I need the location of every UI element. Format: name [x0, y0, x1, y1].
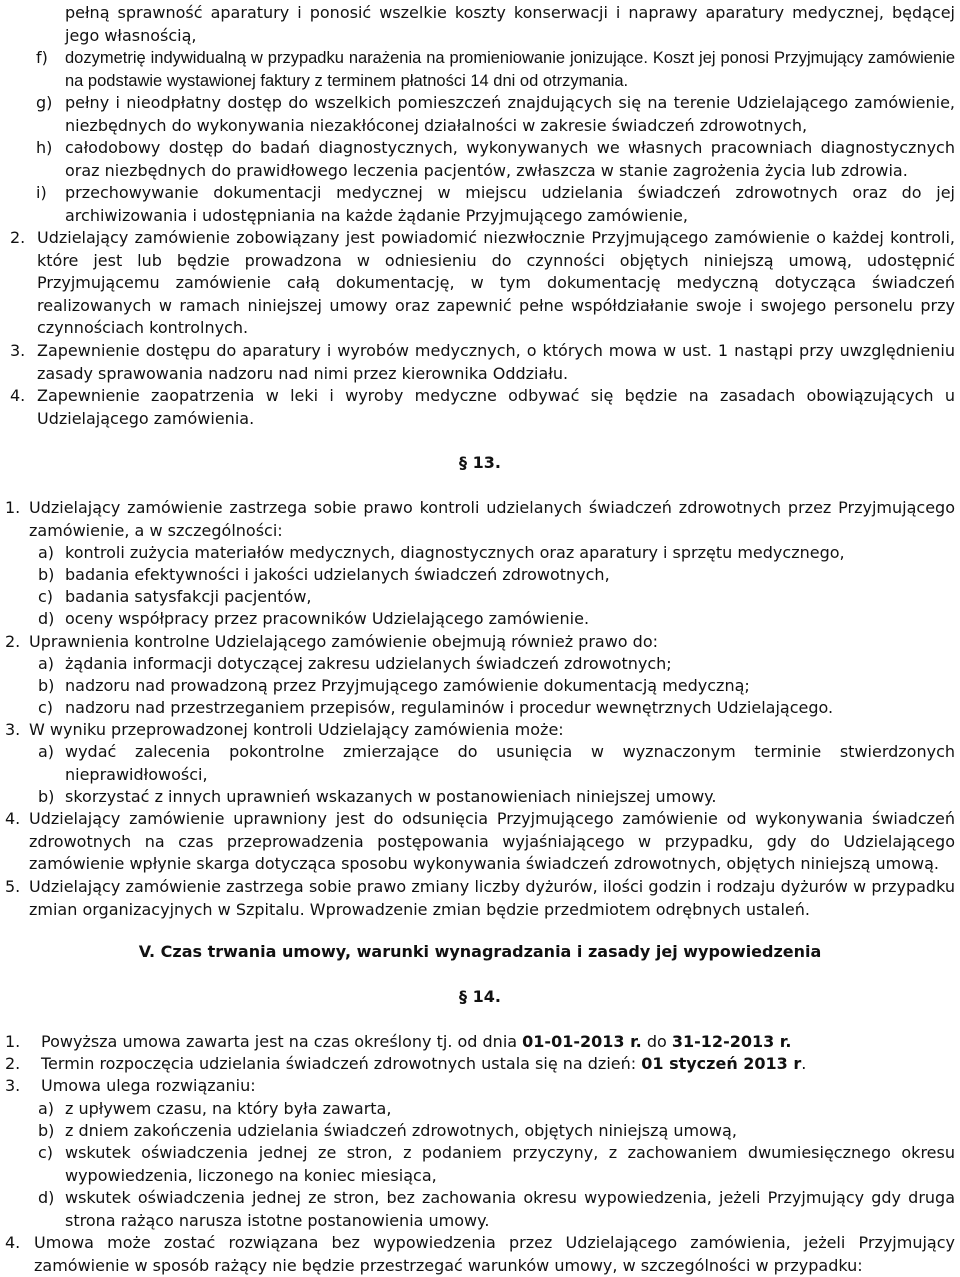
commencement-date: 01 styczeń 2013 r [641, 1054, 802, 1073]
list-item-text: z dniem zakończenia udzielania świadczeń zdrowotnych, objętych niniejszą umową, [65, 1121, 737, 1140]
list-item-label: 5. [5, 877, 21, 896]
list-item-i [36, 182, 955, 227]
list-item-label: i) [36, 183, 47, 202]
s14-item-1 [5, 1031, 955, 1054]
list-item-text: żądania informacji dotyczącej zakresu udzielanych świadczeń zdrowotnych; [65, 654, 672, 673]
s13-item-1a [38, 542, 955, 565]
list-item-text: skorzystać z innych uprawnień wskazanych w postanowieniach niniejszej umowy. [65, 787, 717, 806]
list-item-label: a) [38, 1099, 55, 1118]
list-item-label: h) [36, 138, 53, 157]
list-item-label: a) [38, 543, 55, 562]
list-item-text: oceny współpracy przez pracowników Udzielającego zamówienie. [65, 609, 590, 628]
s13-item-2c [38, 697, 955, 720]
list-item-text: kontroli zużycia materiałów medycznych, diagnostycznych oraz aparatury i sprzętu medycznego, [65, 543, 845, 562]
list-item-label: 1. [5, 1032, 21, 1051]
text-run: Powyższa umowa zawarta jest na czas określony tj. od dnia [41, 1032, 523, 1051]
list-item-label: 2. [5, 632, 21, 651]
list-item-text: Umowa ulega rozwiązaniu: [41, 1076, 256, 1095]
list-item-label: d) [38, 609, 55, 628]
list-item-label: b) [38, 565, 55, 584]
s13-item-1 [5, 497, 955, 542]
list-item-text: z upływem czasu, na który była zawarta, [65, 1099, 392, 1118]
list-item-label: a) [38, 742, 55, 761]
list-item-text: W wyniku przeprowadzonej kontroli Udzielający zamówienia może: [29, 720, 564, 739]
s14-item-2 [5, 1053, 955, 1076]
list-item-label: 3. [5, 720, 21, 739]
s13-item-3b [38, 786, 955, 809]
text-run: Termin rozpoczęcia udzielania świadczeń zdrowotnych ustala się na dzień: [41, 1054, 642, 1073]
s13-item-1b [38, 564, 955, 587]
list-item-text: Udzielający zamówienie zastrzega sobie prawo zmiany liczby dyżurów, ilości godzin i rodzaju dyżurów w przypadku zmian organizacyjnych w Szpitalu. Wprowadzenie zmian będzie przedmiotem odrębnych ustaleń. [29, 877, 955, 919]
list-item-text: pełną sprawność aparatury i ponosić wszelkie koszty konserwacji i naprawy aparatury medycznej, będącej jego własnością, [65, 3, 955, 45]
list-item-text: Udzielający zamówienie uprawniony jest do odsunięcia Przyjmującego zamówienie od wykonywania świadczeń zdrowotnych na czas przeprowadzenia postępowania wyjaśniającego w przypadku, gdy do Udzielającego zamówienie wpłynie skarga dotycząca sposobu wykonywania świadczeń zdrowotnych, objętych niniejszą umową. [29, 809, 955, 873]
list-item-label: c) [38, 587, 54, 606]
list-item-continuation [65, 2, 955, 47]
list-item-label: 4. [5, 809, 21, 828]
list-item-g [36, 92, 955, 137]
list-item-label: 4. [5, 1233, 21, 1252]
list-item-label: 2. [10, 228, 26, 247]
chapter-v-heading: V. Czas trwania umowy, warunki wynagradzania i zasady jej wypowiedzenia [138, 942, 822, 961]
list-item-text: przechowywanie dokumentacji medycznej w miejscu udzielania świadczeń zdrowotnych oraz do jej archiwizowania i udostępniania na każde żądanie Przyjmującego zamówienie, [65, 183, 955, 225]
list-item-4 [10, 385, 955, 430]
list-item-text: Uprawnienia kontrolne Udzielającego zamówienie obejmują również prawo do: [29, 632, 659, 651]
list-item-label: 2. [5, 1054, 21, 1073]
list-item-text: dozymetrię indywidualną w przypadku narażenia na promieniowanie jonizujące. Koszt jej ponosi Przyjmujący zamówienie na podstawie wystawionej faktury z terminem płatności 14 dni od otrzymania. [65, 49, 955, 90]
list-item-label: 3. [5, 1076, 21, 1095]
list-item-label: b) [38, 787, 55, 806]
list-item-label: g) [36, 93, 53, 112]
list-item-text: wydać zalecenia pokontrolne zmierzające do usunięcia w wyznaczonym terminie stwierdzonych nieprawidłowości, [65, 742, 955, 784]
s14-item-3b [38, 1120, 955, 1143]
s14-item-3 [5, 1075, 955, 1098]
list-item-text [41, 1031, 955, 1054]
list-item-2 [10, 227, 955, 340]
list-item-text [41, 1053, 955, 1076]
list-item-text: badania efektywności i jakości udzielanych świadczeń zdrowotnych, [65, 565, 610, 584]
list-item-label: a) [38, 654, 55, 673]
list-item-text: pełny i nieodpłatny dostęp do wszelkich pomieszczeń znajdujących się na terenie Udzielającego zamówienie, niezbędnych do wykonywania niezakłóconej działalności w zakresie świadczeń zdrowotnych, [65, 93, 955, 135]
s13-item-5 [5, 876, 955, 921]
s13-item-1c [38, 586, 955, 609]
list-item-label: 1. [5, 498, 21, 517]
list-item-text: Udzielający zamówienie zobowiązany jest powiadomić niezwłocznie Przyjmującego zamówienie o każdej kontroli, które jest lub będzie prowadzona w odniesieniu do czynności objętych niniejszą umową, udostępnić Przyjmującemu zamówienie całą dokumentację, w tym dokumentację medyczną dotycząca świadczeń realizowanych w ramach niniejszej umowy oraz zapewnić pełne współdziałanie swoje i swojego personelu przy czynnościach kontrolnych. [37, 228, 955, 337]
s13-item-2 [5, 631, 955, 654]
s13-item-3 [5, 719, 955, 742]
s13-item-4 [5, 808, 955, 876]
s13-item-2b [38, 675, 955, 698]
s13-item-3a [38, 741, 955, 786]
list-item-f [36, 47, 955, 92]
section-14-title: § 14. [459, 987, 501, 1006]
section-13-title: § 13. [459, 453, 501, 472]
list-item-label: d) [38, 1188, 55, 1207]
list-item-text: nadzoru nad prowadzoną przez Przyjmującego zamówienie dokumentacją medyczną; [65, 676, 750, 695]
list-item-label: f) [36, 48, 48, 67]
list-item-label: b) [38, 1121, 55, 1140]
list-item-label: c) [38, 1143, 54, 1162]
list-item-text: całodobowy dostęp do badań diagnostycznych, wykonywanych we własnych pracowniach diagnostycznych oraz niezbędnych do prawidłowego leczenia pacjentów, zwłaszcza w stanie zagrożenia życia lub zdrowia. [65, 138, 955, 180]
end-date: 31-12-2013 r. [671, 1032, 792, 1051]
list-item-text: nadzoru nad przestrzeganiem przepisów, regulaminów i procedur wewnętrznych Udzielającego. [65, 698, 834, 717]
list-item-h [36, 137, 955, 182]
s14-item-3c [38, 1142, 955, 1187]
list-item-label: c) [38, 698, 54, 717]
s14-item-3a [38, 1098, 955, 1121]
s13-item-2a [38, 653, 955, 676]
list-item-text: wskutek oświadczenia jednej ze stron, z podaniem przyczyny, z zachowaniem dwumiesięcznego okresu wypowiedzenia, liczonego na koniec miesiąca, [65, 1143, 955, 1185]
list-item-label: 3. [10, 341, 26, 360]
s14-item-3d [38, 1187, 955, 1232]
text-run: do [641, 1032, 672, 1051]
list-item-label: 4. [10, 386, 26, 405]
list-item-text: Zapewnienie zaopatrzenia w leki i wyroby medyczne odbywać się będzie na zasadach obowiązujących u Udzielającego zamówienia. [37, 386, 955, 428]
list-item-label: b) [38, 676, 55, 695]
list-item-text: Udzielający zamówienie zastrzega sobie prawo kontroli udzielanych świadczeń zdrowotnych przez Przyjmującego zamówienie, a w szczególności: [29, 498, 955, 540]
list-item-text: Zapewnienie dostępu do aparatury i wyrobów medycznych, o których mowa w ust. 1 nastąpi przy uwzględnieniu zasady sprawowania nadzoru nad nimi przez kierownika Oddziału. [37, 341, 955, 383]
s13-item-1d [38, 608, 955, 631]
text-run: . [801, 1054, 807, 1073]
list-item-text: wskutek oświadczenia jednej ze stron, bez zachowania okresu wypowiedzenia, jeżeli Przyjmujący gdy druga strona rażąco narusza istotne postanowienia umowy. [65, 1188, 955, 1230]
list-item-3 [10, 340, 955, 385]
list-item-text: Umowa może zostać rozwiązana bez wypowiedzenia przez Udzielającego zamówienia, jeżeli Przyjmujący zamówienie w sposób rażący nie będzie przestrzegać warunków umowy, w szczególności w przypadku: [34, 1233, 955, 1275]
s14-item-4 [5, 1232, 955, 1277]
start-date: 01-01-2013 r. [522, 1032, 642, 1051]
list-item-text: badania satysfakcji pacjentów, [65, 587, 312, 606]
